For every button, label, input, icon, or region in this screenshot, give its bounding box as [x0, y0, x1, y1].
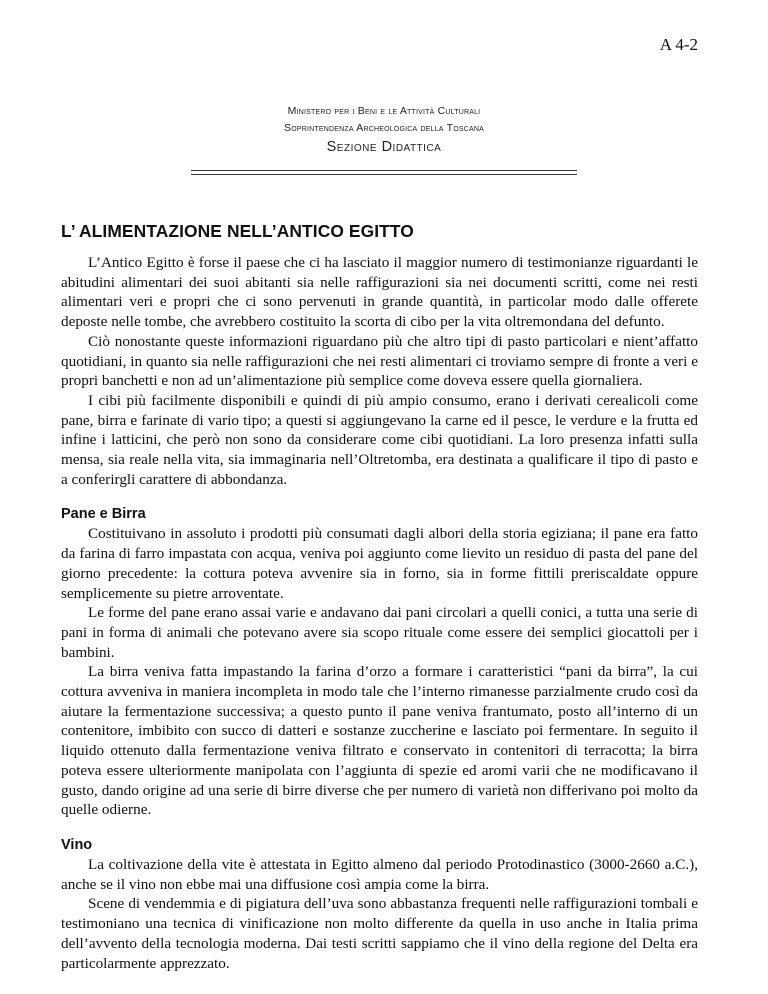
intro-paragraph: I cibi più facilmente disponibili e quindi di più ampio consumo, erano i derivati cerealicoli come pane, birra e farinate di vario tipo; a questi si aggiungevano la carne ed il pesce, le verdure e la frutta ed infine i latticini, che però non sono da considerare come cibi quotidiani. La loro presenza infatti sulla mensa, sia reale nella vita, sia immaginaria nell’Oltretomba, era destinata a qualificare il tipo di pasto e a conferirgli carattere di abbondanza.: [61, 391, 698, 488]
header-divider-bottom: [191, 174, 577, 175]
section-paragraph: Scene di vendemmia e di pigiatura dell’uva sono abbastanza frequenti nelle raffigurazioni tombali e testimoniano una tecnica di vinificazione non molto differente da quella in uso anche in Italia prima dell’avvento della tecnologia moderna. Dai testi scritti sappiamo che il vino della regione del Delta era particolarmente apprezzato.: [61, 895, 698, 972]
section-paragraph: Le forme del pane erano assai varie e andavano dai pani circolari a quelli conici, a tutta una serie di pani in forma di animali che potevano avere sia scopo rituale come essere dei semplici giocattoli per i bambini.: [61, 604, 698, 661]
section-heading-vino: Vino: [61, 836, 93, 853]
section-heading-pane-birra: Pane e Birra: [61, 506, 146, 523]
intro-paragraph: L’Antico Egitto è forse il paese che ci ha lasciato il maggior numero di testimonianze riguardanti le abitudini alimentari dei suoi abitanti sia nelle raffigurazioni sia nei documenti scritti, come nei resti alimentari veri e propri che ci sono pervenuti in grande quantità, in particolar modo dalle offerete deposte nelle tombe, che avrebbero costituito la scorta di cibo per la vita oltremondana del defunto.: [61, 254, 698, 331]
masthead-ministry: Ministero per i Beni e le Attività Culturali: [287, 105, 481, 117]
masthead-section: Sezione Didattica: [326, 139, 442, 155]
masthead-soprintendenza: Soprintendenza Archeologica della Toscana: [284, 122, 484, 134]
article-title: L’ ALIMENTAZIONE NELL’ANTICO EGITTO: [61, 221, 414, 241]
header-divider-top: [191, 170, 577, 171]
intro-paragraph: Ciò nonostante queste informazioni riguardano più che altro tipi di pasto particolari e nient’affatto quotidiani, in quanto sia nelle raffigurazioni che nei resti alimentari ci troviamo sempre di fronte a veri e propri banchetti e non ad un’alimentazione più semplice come doveva essere quella giornaliera.: [61, 332, 698, 390]
section-paragraph: La coltivazione della vite è attestata in Egitto almeno dal periodo Protodinastico (3000-2660 a.C.), anche se il vino non ebbe mai una diffusione così ampia come la birra.: [61, 855, 698, 893]
section-paragraph: La birra veniva fatta impastando la farina d’orzo a formare i caratteristici “pani da birra”, la cui cottura avveniva in maniera incompleta in modo tale che l’interno rimanesse parzialmente crudo così da aiutare la fermentazione successiva; a questo punto il pane veniva frantumato, posto all’interno di un contenitore, imbibito con succo di datteri e sostanze zuccherine e lasciato poi fermentare. In seguito il liquido ottenuto dalla fermentazione veniva filtrato e conservato in contenitori di terracotta; la birra poteva essere ulteriormente manipolata con l’aggiunta di spezie ed aromi varii che ne modificavano il gusto, dando origine ad una serie di birre diverse che per numero di varietà non differivano poi molto da quelle odierne.: [61, 663, 698, 819]
section-paragraph: Costituivano in assoluto i prodotti più consumati dagli albori della storia egiziana; il pane era fatto da farina di farro impastata con acqua, veniva poi aggiunto come lievito un residuo di pasta del pane del giorno precedente: la cottura poteva avvenire sia in forno, sia in forme fittili preriscaldate oppure semplicemente su pietre arroventate.: [61, 525, 698, 602]
article-body: [61, 220, 698, 973]
masthead: [0, 103, 768, 157]
page-code: A 4-2: [659, 35, 698, 54]
